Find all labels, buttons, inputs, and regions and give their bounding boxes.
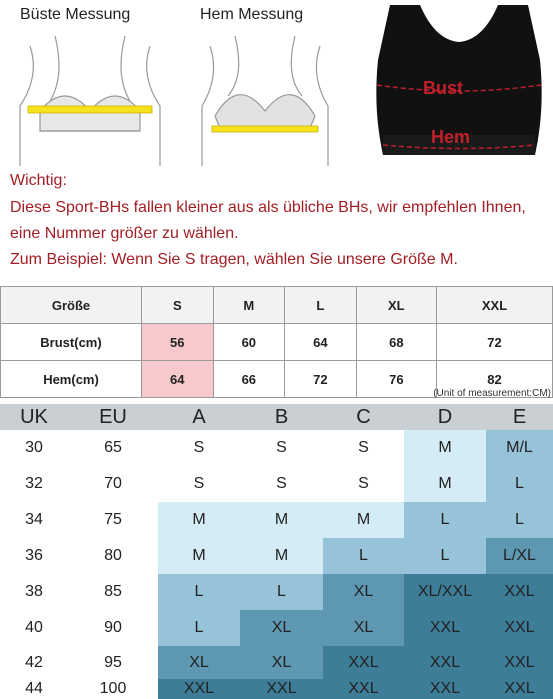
hem-measure-label: Hem Messung bbox=[200, 6, 304, 23]
cup-size-cell: XXL bbox=[404, 646, 486, 679]
size-s: S bbox=[142, 287, 214, 324]
bust-value: 60 bbox=[213, 324, 285, 361]
cup-size-cell: L bbox=[323, 538, 404, 574]
bust-measure-label: Büste Messung bbox=[20, 6, 131, 23]
grid-header-a: A bbox=[192, 406, 206, 428]
size-l: L bbox=[285, 287, 357, 324]
cup-size-cell: XL bbox=[240, 646, 323, 679]
cup-size-cell: XXL bbox=[404, 610, 486, 646]
cup-size-cell: L bbox=[404, 538, 486, 574]
grid-header-d: D bbox=[437, 406, 453, 428]
cup-size-cell: XXL bbox=[486, 679, 553, 699]
uk-size-cell: 34 bbox=[25, 511, 43, 528]
cup-size-cell: M/L bbox=[486, 430, 553, 466]
bust-row-label: Brust(cm) bbox=[1, 324, 142, 361]
unit-note: (Unit of measurement:CM) bbox=[433, 388, 551, 399]
size-measurement-table bbox=[0, 286, 553, 398]
eu-size-cell: 75 bbox=[104, 511, 122, 528]
cup-size-cell: XXL bbox=[158, 679, 240, 699]
hem-value: 66 bbox=[213, 361, 285, 398]
cup-size-cell: M bbox=[158, 538, 240, 574]
cup-size-cell: M bbox=[323, 502, 404, 538]
bust-value: 68 bbox=[356, 324, 436, 361]
size-header-row bbox=[1, 287, 553, 324]
cup-size-cell: S bbox=[240, 466, 323, 502]
hem-label: Hem bbox=[431, 127, 471, 147]
uk-size-cell: 42 bbox=[25, 654, 43, 671]
cup-size-cell: L bbox=[240, 574, 323, 610]
grid-header-e: E bbox=[512, 406, 527, 428]
uk-size-cell: 44 bbox=[25, 680, 43, 697]
bust-label: Bust bbox=[423, 78, 463, 98]
note-example: Zum Beispiel: Wenn Sie S tragen, wählen Sie unsere Größe M. bbox=[10, 251, 458, 268]
grid-header-b: B bbox=[274, 406, 289, 428]
cup-size-cell: M bbox=[158, 502, 240, 538]
cup-size-cell: XXL bbox=[486, 646, 553, 679]
uk-size-cell: 32 bbox=[25, 475, 43, 492]
hem-measure-illustration bbox=[190, 36, 340, 166]
cup-size-cell: L bbox=[486, 502, 553, 538]
size-xxl: XXL bbox=[437, 287, 553, 324]
eu-size-cell: 100 bbox=[99, 680, 127, 697]
cup-size-cell: S bbox=[323, 430, 404, 466]
cup-size-cell: XXL bbox=[240, 679, 323, 699]
uk-size-cell: 40 bbox=[25, 619, 43, 636]
cup-size-cell: XL bbox=[323, 574, 404, 610]
cup-size-cell: M bbox=[240, 538, 323, 574]
cup-size-cell: M bbox=[240, 502, 323, 538]
size-m: M bbox=[213, 287, 285, 324]
bust-measure-illustration bbox=[10, 36, 170, 166]
cup-size-cell: L/XL bbox=[486, 538, 553, 574]
bust-value: 56 bbox=[142, 324, 214, 361]
eu-size-cell: 70 bbox=[104, 475, 122, 492]
size-header-label: Größe bbox=[1, 287, 142, 324]
eu-size-cell: 80 bbox=[104, 547, 122, 564]
hem-value: 76 bbox=[356, 361, 436, 398]
grid-header-c: C bbox=[356, 406, 371, 428]
cup-size-cell: XXL bbox=[323, 646, 404, 679]
note-line-1: Diese Sport-BHs fallen kleiner aus als übliche BHs, wir empfehlen Ihnen, bbox=[10, 199, 526, 216]
cup-size-cell: S bbox=[240, 430, 323, 466]
cup-size-cell: XXL bbox=[486, 574, 553, 610]
cup-size-cell: M bbox=[404, 466, 486, 502]
cup-size-cell: XL bbox=[240, 610, 323, 646]
note-line-2: eine Nummer größer zu wählen. bbox=[10, 225, 239, 242]
cup-size-cell: L bbox=[486, 466, 553, 502]
cup-size-cell: XL/XXL bbox=[404, 574, 486, 610]
bust-value: 64 bbox=[285, 324, 357, 361]
size-xl: XL bbox=[356, 287, 436, 324]
hem-value: 72 bbox=[285, 361, 357, 398]
cup-size-cell: S bbox=[158, 466, 240, 502]
bust-value: 72 bbox=[437, 324, 553, 361]
cup-size-cell: S bbox=[158, 430, 240, 466]
cup-size-cell: XL bbox=[158, 646, 240, 679]
uk-size-cell: 36 bbox=[25, 547, 43, 564]
cup-size-cell: XXL bbox=[486, 610, 553, 646]
bust-row bbox=[1, 324, 553, 361]
cup-size-cell: XL bbox=[323, 610, 404, 646]
hem-value: 64 bbox=[142, 361, 214, 398]
cup-size-cell: S bbox=[323, 466, 404, 502]
hem-value: 82 bbox=[437, 361, 553, 398]
cup-size-cell: M bbox=[404, 430, 486, 466]
note-important: Wichtig: bbox=[10, 172, 67, 189]
cup-size-cell: XXL bbox=[404, 679, 486, 699]
grid-header-eu: EU bbox=[99, 406, 127, 428]
cup-size-cell: L bbox=[158, 610, 240, 646]
eu-size-cell: 65 bbox=[104, 439, 122, 456]
sports-bra-photo bbox=[365, 0, 553, 165]
cup-size-grid bbox=[0, 404, 553, 699]
uk-size-cell: 30 bbox=[25, 439, 43, 456]
cup-size-cell: L bbox=[158, 574, 240, 610]
eu-size-cell: 90 bbox=[104, 619, 122, 636]
eu-size-cell: 95 bbox=[104, 654, 122, 671]
eu-size-cell: 85 bbox=[104, 583, 122, 600]
hem-row-label: Hem(cm) bbox=[1, 361, 142, 398]
grid-header-uk: UK bbox=[20, 406, 48, 428]
cup-size-cell: L bbox=[404, 502, 486, 538]
cup-size-cell: XXL bbox=[323, 679, 404, 699]
uk-size-cell: 38 bbox=[25, 583, 43, 600]
